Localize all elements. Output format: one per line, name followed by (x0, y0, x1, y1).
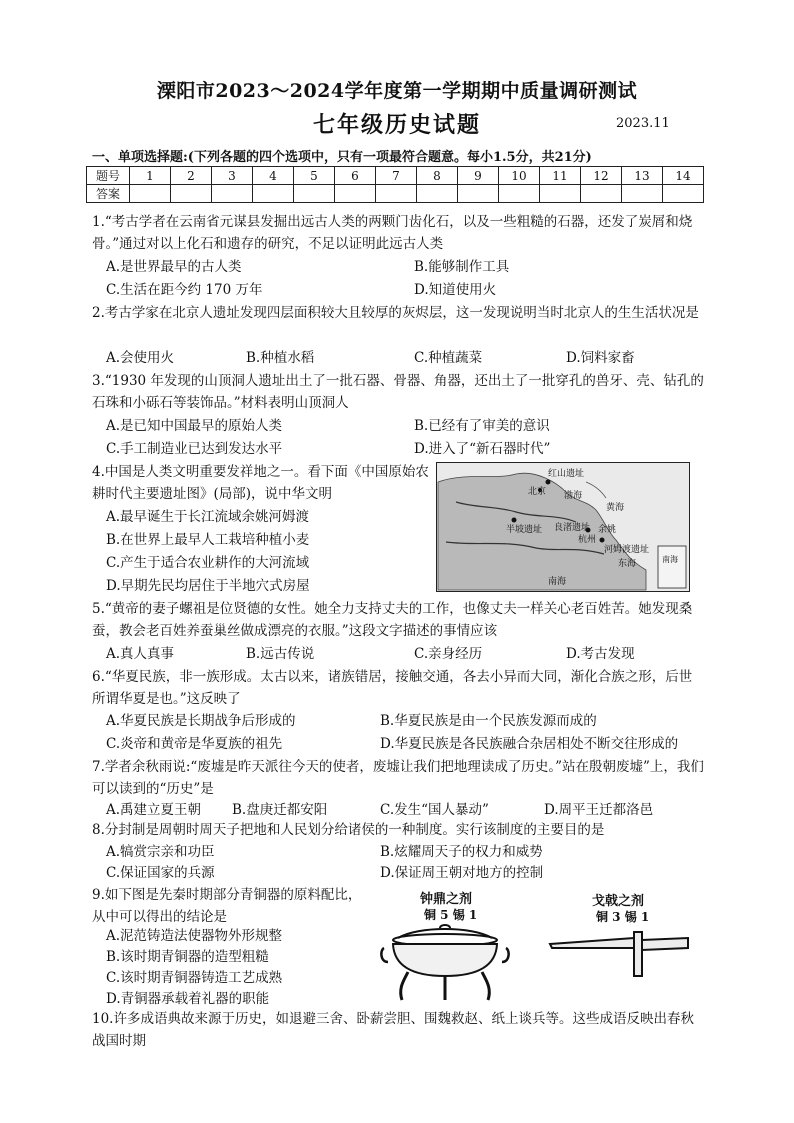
ding-ratio: 铜 5 锡 1 (424, 908, 478, 922)
answer-cell[interactable] (417, 185, 458, 203)
question-8-option-c: C.保证国家的兵源 (106, 865, 215, 881)
ge-title: 戈戟之剂 (592, 894, 645, 909)
question-2-option-a: A.会使用火 (106, 350, 175, 366)
question-4-option-b: B.在世界上最早人工栽培种植小麦 (106, 532, 310, 548)
map-label-nanhai: 南海 (548, 577, 567, 587)
answer-cell[interactable] (622, 185, 663, 203)
question-5-option-b: B.远古传说 (246, 646, 315, 662)
question-1-stem: 1.“考古学者在云南省元谋县发掘出远古人类的两颗门齿化石，以及一些粗糙的石器，还发了炭屑和烧骨。”通过对以上化石和遗存的研究，不足以证明此远古人类 (92, 214, 693, 252)
question-2-option-d: D.饲料家畜 (566, 350, 635, 366)
question-5-stem: 5.“黄帝的妻子螺祖是位贤德的女性。她全力支持丈夫的工作，也像丈夫一样关心老百姓苦。她发现桑蚕，教会老百姓养蚕巢丝做成漂亮的衣服。”这段文字描述的事情应该 (92, 601, 693, 639)
question-6-stem: 6.“华夏民族，非一族形成。太古以来，诸族错居，接触交通，各去小异而大同，渐化合族之形，后世所谓华夏是也。”这反映了 (92, 669, 693, 707)
question-number-cell: 10 (499, 167, 540, 185)
map-label-hongshan: 红山遗址 (548, 469, 585, 479)
question-number-cell: 3 (212, 167, 253, 185)
question-7-option-c: C.发生“国人暴动” (380, 802, 489, 818)
answer-table-answer-row (87, 185, 704, 203)
section-heading: 一、单项选择题:(下列各题的四个选项中，只有一项最符合题意。每小1.5分，共21分) (92, 150, 592, 165)
question-2-option-c: C.种植蔬菜 (414, 350, 483, 366)
question-9-option-b: B.该时期青铜器的造型粗糙 (106, 949, 269, 965)
question-number-cell: 14 (663, 167, 704, 185)
map-label-liangzhu: 良渚遗址 (554, 523, 591, 533)
question-number-cell: 8 (417, 167, 458, 185)
question-3-option-b: B.已经有了审美的意识 (414, 418, 550, 434)
question-9-option-d: D.青铜器承载着礼器的职能 (106, 991, 270, 1007)
answer-cell[interactable] (130, 185, 171, 203)
map-label-donghai: 东海 (618, 559, 637, 569)
ge-ratio: 铜 3 锡 1 (596, 910, 650, 924)
question-6-option-c: C.炎帝和黄帝是华夏族的祖先 (106, 736, 283, 752)
answer-cell[interactable] (540, 185, 581, 203)
exam-date: 2023.11 (616, 116, 670, 131)
map-label-hangzhou: 杭州 (578, 535, 597, 545)
question-3-option-d: D.进入了“新石器时代” (414, 441, 551, 457)
question-2-stem: 2.考古学家在北京人遗址发现四层面积较大且较厚的灰烬层，这一发现说明当时北京人的生生活状况是 (92, 305, 699, 321)
question-8-option-b: B.炫耀周天子的权力和威势 (380, 844, 543, 860)
question-7-option-a: A.禹建立夏王朝 (106, 802, 202, 818)
question-number-cell: 12 (581, 167, 622, 185)
ding-title: 钟鼎之剂 (420, 892, 473, 907)
exam-subtitle: 七年级历史试题 (312, 112, 481, 138)
map-label-bohai: 渤海 (564, 491, 583, 501)
map-label-yuyao: 余姚 (598, 525, 617, 535)
question-4-option-d: D.早期先民均居住于半地穴式房屋 (106, 578, 310, 594)
question-9-option-a: A.泥范铸造法使器物外形规整 (106, 928, 283, 944)
question-1-option-b: B.能够制作工具 (414, 259, 510, 275)
answer-cell[interactable] (335, 185, 376, 203)
question-number-cell: 5 (294, 167, 335, 185)
answer-cell[interactable] (663, 185, 704, 203)
bronze-ge-illustration (548, 922, 692, 978)
answer-cell[interactable] (294, 185, 335, 203)
question-7-option-d: D.周平王迁都洛邑 (544, 802, 654, 818)
answer-row-label: 答案 (87, 185, 130, 203)
question-number-cell: 6 (335, 167, 376, 185)
question-3-stem: 3.“1930 年发现的山顶洞人遗址出土了一批石器、骨器、角器，还出土了一批穿孔的兽牙、壳、钻孔的石珠和小砾石等装饰品。”材料表明山顶洞人 (92, 373, 704, 411)
answer-table (86, 166, 704, 203)
question-5-option-d: D.考古发现 (566, 646, 635, 662)
question-1-option-d: D.知道使用火 (414, 282, 497, 298)
map-label-hemudu: 河姆渡遗址 (604, 545, 650, 555)
map-label-beijing: 北京 (528, 487, 547, 497)
question-number-cell: 1 (130, 167, 171, 185)
question-5-option-c: C.亲身经历 (414, 646, 483, 662)
question-number-cell: 11 (540, 167, 581, 185)
question-10-stem: 10.许多成语典故来源于历史，如退避三舍、卧薪尝胆、围魏救赵、纸上谈兵等。这些成语反映出春秋战国时期 (92, 1011, 694, 1049)
question-2-option-b: B.种植水稻 (246, 350, 315, 366)
question-4-stem: 4.中国是人类文明重要发祥地之一。看下面《中国原始农耕时代主要遗址图》(局部)，说中华文明 (92, 464, 429, 502)
question-4-option-a: A.最早诞生于长江流域余姚河姆渡 (106, 509, 310, 525)
question-number-cell: 13 (622, 167, 663, 185)
question-1-option-a: A.是世界最早的古人类 (106, 259, 242, 275)
question-number-cell: 9 (458, 167, 499, 185)
answer-cell[interactable] (376, 185, 417, 203)
bronze-ding-illustration (378, 922, 512, 1004)
ding-vessel-icon (378, 922, 512, 1004)
question-5-option-a: A.真人真事 (106, 646, 175, 662)
question-6-option-a: A.华夏民族是长期战争后形成的 (106, 713, 296, 729)
question-number-cell: 7 (376, 167, 417, 185)
answer-cell[interactable] (253, 185, 294, 203)
answer-cell[interactable] (458, 185, 499, 203)
question-3-option-c: C.手工制造业已达到发达水平 (106, 441, 283, 457)
answer-cell[interactable] (171, 185, 212, 203)
answer-cell[interactable] (212, 185, 253, 203)
question-8-stem: 8.分封制是周朝时周天子把地和人民划分给诸侯的一种制度。实行该制度的主要目的是 (92, 822, 605, 838)
map-label-banpo: 半坡遗址 (506, 525, 543, 535)
question-6-option-d: D.华夏民族是各民族融合杂居相处不断交往形成的 (380, 736, 679, 752)
map-label-huanghai: 黄海 (606, 503, 625, 513)
question-number-cell: 4 (253, 167, 294, 185)
neolithic-sites-map (436, 462, 690, 592)
question-7-option-b: B.盘庚迁都安阳 (232, 802, 328, 818)
question-1-option-c: C.生活在距今约 170 万年 (106, 282, 263, 298)
question-8-option-a: A.犒赏宗亲和功臣 (106, 844, 215, 860)
number-row-label: 题号 (87, 167, 130, 185)
question-8-option-d: D.保证周王朝对地方的控制 (380, 865, 544, 881)
answer-table-number-row (87, 167, 704, 185)
answer-cell[interactable] (499, 185, 540, 203)
question-7-stem: 7.学者余秋雨说:“废墟是昨天派往今天的使者，废墟让我们把地理读成了历史。”站在殷朝废墟”上，我们可以读到的“历史”是 (92, 759, 704, 797)
question-4-option-c: C.产生于适合农业耕作的大河流域 (106, 555, 310, 571)
question-6-option-b: B.华夏民族是由一个民族发源而成的 (380, 713, 597, 729)
question-9-stem: 9.如下图是先秦时期部分青铜器的原料配比，从中可以得出的结论是 (92, 887, 362, 925)
question-3-option-a: A.是已知中国最早的原始人类 (106, 418, 283, 434)
answer-cell[interactable] (581, 185, 622, 203)
ge-halberd-icon (548, 922, 692, 978)
question-9-option-c: C.该时期青铜器铸造工艺成熟 (106, 970, 283, 986)
map-label-nanhai-inset: 南海 (662, 555, 678, 564)
question-number-cell: 2 (171, 167, 212, 185)
exam-title: 溧阳市2023～2024学年度第一学期期中质量调研测试 (156, 80, 638, 102)
